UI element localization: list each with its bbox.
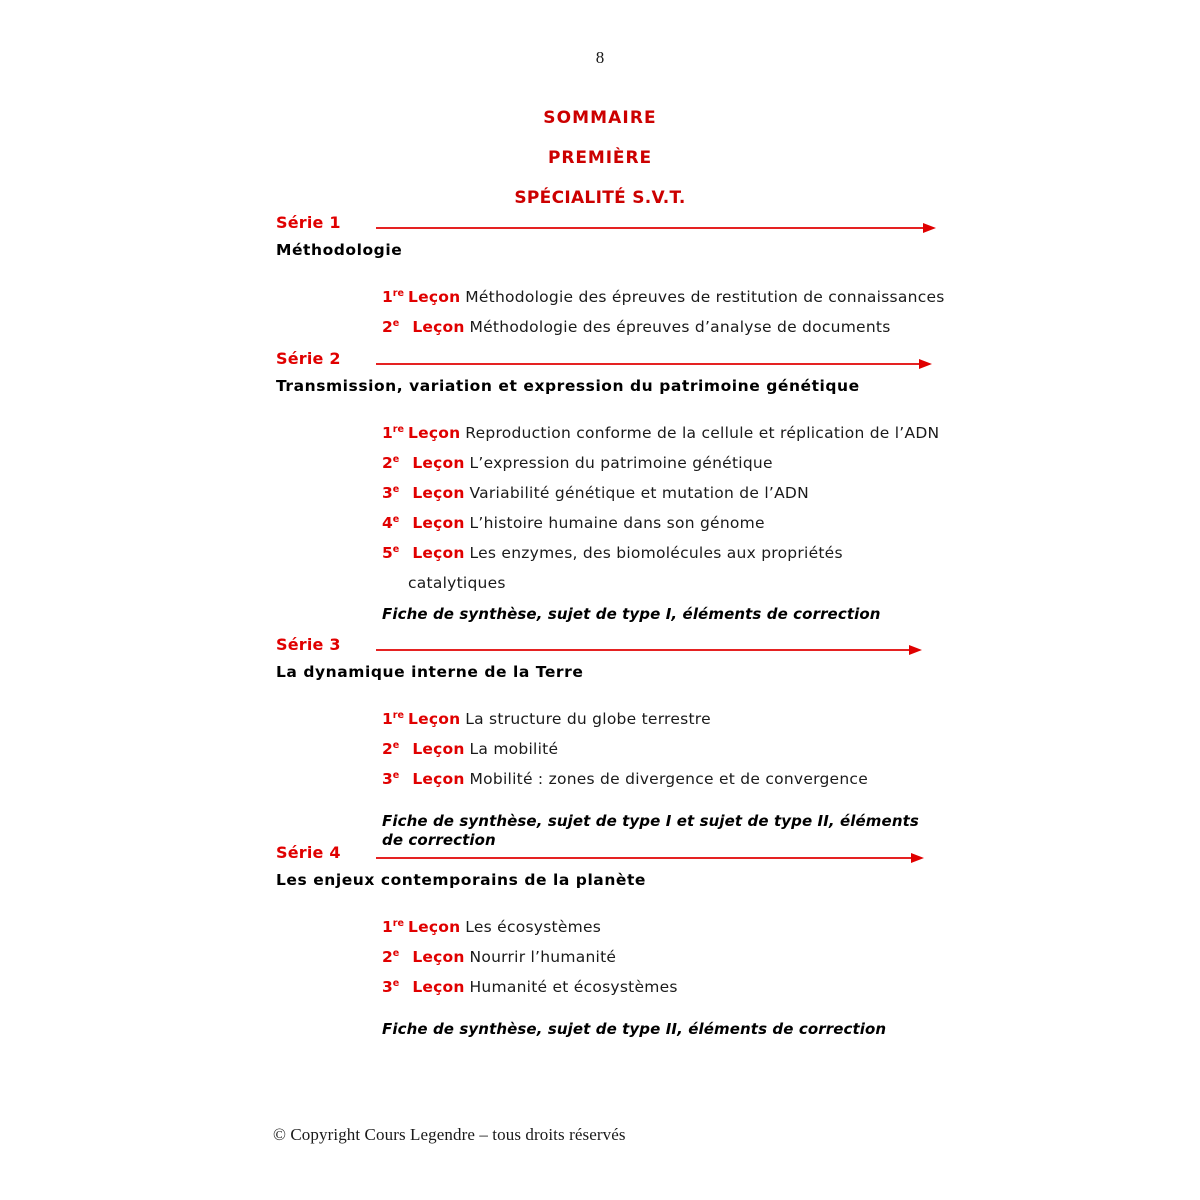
lesson-item[interactable] (382, 972, 1160, 1002)
series-block (0, 348, 1200, 624)
series-subtitle: La dynamique interne de la Terre (276, 663, 584, 681)
lesson-title: Humanité et écosystèmes (469, 978, 678, 996)
lesson-number-digit: 2 (382, 318, 393, 336)
lesson-number (382, 282, 404, 312)
lesson-keyword: Leçon (408, 288, 461, 306)
lesson-number-digit: 5 (382, 544, 393, 562)
lesson-item[interactable] (382, 912, 1160, 942)
lesson-number-ordinal: re (392, 423, 405, 435)
lesson-number-digit: 2 (382, 740, 393, 758)
series-subtitle: Méthodologie (276, 241, 403, 259)
page-number: 8 (595, 48, 605, 67)
lesson-number-ordinal: e (392, 977, 400, 989)
lesson-list (276, 912, 1160, 1039)
lesson-number-ordinal: e (392, 543, 400, 555)
series-block (0, 212, 1200, 342)
lesson-number (382, 764, 399, 794)
arrow-shaft (376, 649, 909, 651)
copyright-footer: © Copyright Cours Legendre – tous droits réservés (273, 1125, 626, 1144)
lesson-number (382, 508, 399, 538)
lesson-number (382, 972, 399, 1002)
lesson-number-ordinal: e (392, 739, 400, 751)
lesson-title: Nourrir l’humanité (469, 948, 617, 966)
lesson-keyword: Leçon (412, 978, 465, 996)
series-summary-note: Fiche de synthèse, sujet de type II, éléments de correction (382, 1020, 887, 1038)
series-subtitle: Les enjeux contemporains de la planète (276, 871, 646, 889)
lesson-item[interactable] (382, 418, 1160, 448)
lesson-title: L’expression du patrimoine génétique (469, 454, 773, 472)
lesson-number-ordinal: e (392, 317, 400, 329)
document-subtitle-level: PREMIÈRE (548, 148, 652, 168)
lesson-item[interactable] (382, 448, 1160, 478)
lesson-number (382, 734, 399, 764)
lesson-number-ordinal: e (392, 453, 400, 465)
series-summary-note: Fiche de synthèse, sujet de type I, éléments de correction (382, 605, 881, 623)
series-block (0, 634, 1200, 850)
document-subtitle-specialty: SPÉCIALITÉ S.V.T. (514, 188, 686, 208)
lesson-number-digit: 3 (382, 978, 393, 996)
lesson-number (382, 942, 399, 972)
lesson-item[interactable] (382, 704, 1160, 734)
lesson-title: La structure du globe terrestre (465, 710, 711, 728)
lesson-title: Méthodologie des épreuves de restitution de connaissances (465, 288, 945, 306)
lesson-keyword: Leçon (412, 454, 465, 472)
series-header (276, 348, 1160, 374)
lesson-item[interactable] (382, 734, 1160, 764)
lesson-keyword: Leçon (412, 484, 465, 502)
lesson-title: Variabilité génétique et mutation de l’ADN (469, 484, 809, 502)
lesson-keyword: Leçon (412, 318, 465, 336)
arrow-shaft (376, 227, 923, 229)
lesson-number-digit: 1 (382, 288, 393, 306)
lesson-number (382, 538, 399, 568)
lesson-number (382, 478, 399, 508)
arrow-shaft (376, 857, 911, 859)
lesson-number-digit: 1 (382, 424, 393, 442)
lesson-item[interactable] (382, 942, 1160, 972)
arrow-head (923, 223, 936, 233)
lesson-number-ordinal: re (392, 287, 405, 299)
lesson-number-ordinal: e (392, 483, 400, 495)
series-header (276, 842, 1160, 868)
lesson-item[interactable] (382, 508, 1160, 538)
lesson-keyword: Leçon (412, 948, 465, 966)
lesson-number-digit: 3 (382, 484, 393, 502)
page-title: SOMMAIRE (543, 108, 657, 128)
series-label: Série 4 (276, 843, 341, 862)
lesson-number (382, 418, 404, 448)
lesson-keyword: Leçon (412, 544, 465, 562)
lesson-number-ordinal: re (392, 709, 405, 721)
lesson-item[interactable] (382, 282, 1160, 312)
lesson-item[interactable] (382, 764, 1160, 794)
series-header (276, 634, 1160, 660)
lesson-list (276, 704, 1160, 850)
lesson-number-digit: 2 (382, 454, 393, 472)
lesson-title: Les enzymes, des biomolécules aux propriétés (469, 544, 843, 562)
series-header (276, 212, 1160, 238)
lesson-number-digit: 3 (382, 770, 393, 788)
lesson-keyword: Leçon (412, 514, 465, 532)
lesson-number-ordinal: re (392, 917, 405, 929)
series-label: Série 1 (276, 213, 341, 232)
lesson-number (382, 912, 404, 942)
arrow-head (911, 853, 924, 863)
series-block (0, 842, 1200, 1039)
lesson-number (382, 704, 404, 734)
lesson-number-digit: 1 (382, 918, 393, 936)
lesson-list (276, 418, 1160, 624)
lesson-title: Reproduction conforme de la cellule et réplication de l’ADN (465, 424, 940, 442)
lesson-item[interactable] (382, 538, 1160, 568)
lesson-title: Les écosystèmes (465, 918, 602, 936)
lesson-item[interactable] (382, 478, 1160, 508)
arrow-shaft (376, 363, 919, 365)
series-label: Série 3 (276, 635, 341, 654)
lesson-title-continuation: catalytiques (408, 574, 506, 592)
lesson-item[interactable] (382, 312, 1160, 342)
lesson-number-ordinal: e (392, 513, 400, 525)
lesson-title: L’histoire humaine dans son génome (469, 514, 765, 532)
lesson-number-digit: 2 (382, 948, 393, 966)
lesson-keyword: Leçon (408, 424, 461, 442)
lesson-number-digit: 1 (382, 710, 393, 728)
series-summary-note: Fiche de synthèse, sujet de type I et sujet de type II, éléments de correction (382, 812, 919, 849)
lesson-number-ordinal: e (392, 769, 400, 781)
document-title-block (0, 98, 1200, 218)
series-subtitle: Transmission, variation et expression du patrimoine génétique (276, 377, 860, 395)
lesson-title: La mobilité (469, 740, 559, 758)
lesson-title: Méthodologie des épreuves d’analyse de documents (469, 318, 891, 336)
lesson-number-digit: 4 (382, 514, 393, 532)
lesson-keyword: Leçon (408, 710, 461, 728)
lesson-list (276, 282, 1160, 342)
arrow-head (909, 645, 922, 655)
lesson-number (382, 312, 399, 342)
lesson-keyword: Leçon (412, 770, 465, 788)
series-label: Série 2 (276, 349, 341, 368)
lesson-number-ordinal: e (392, 947, 400, 959)
lesson-number (382, 448, 399, 478)
lesson-keyword: Leçon (412, 740, 465, 758)
lesson-keyword: Leçon (408, 918, 461, 936)
arrow-head (919, 359, 932, 369)
lesson-title: Mobilité : zones de divergence et de convergence (469, 770, 868, 788)
